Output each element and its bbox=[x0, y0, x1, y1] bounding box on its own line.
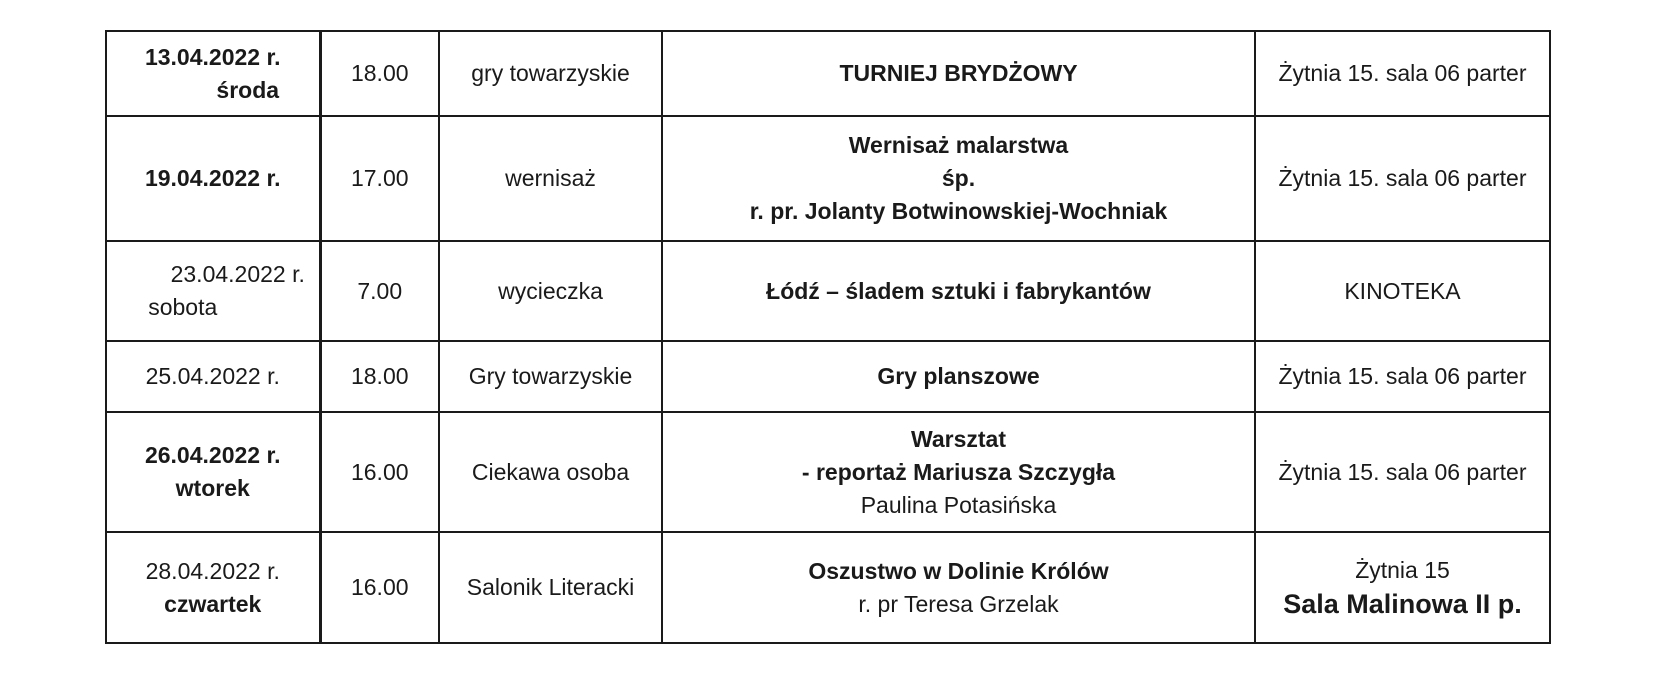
event-title bbox=[662, 412, 1255, 532]
time-cell: 7.00 bbox=[320, 241, 439, 341]
date-cell bbox=[106, 116, 320, 241]
date-cell bbox=[106, 532, 320, 643]
event-date: 25.04.2022 r. bbox=[145, 363, 280, 389]
table-row bbox=[106, 412, 1550, 532]
table-row bbox=[106, 116, 1550, 241]
date-cell bbox=[106, 341, 320, 412]
place-line: Sala Malinowa II p. bbox=[1283, 588, 1522, 619]
event-title-line: r. pr. Jolanty Botwinowskiej-Wochniak bbox=[749, 198, 1168, 224]
event-host: r. pr Teresa Grzelak bbox=[858, 590, 1059, 617]
event-title-line: Warsztat bbox=[911, 425, 1006, 452]
place-cell: Żytnia 15. sala 06 parter bbox=[1255, 412, 1550, 532]
event-date: 13.04.2022 r. bbox=[144, 43, 281, 70]
place-cell: Żytnia 15. sala 06 parter bbox=[1255, 116, 1550, 241]
event-date: 23.04.2022 r. bbox=[170, 261, 305, 287]
table-row bbox=[106, 532, 1550, 643]
table-row bbox=[106, 31, 1550, 116]
event-title: Łódź – śladem sztuki i fabrykantów bbox=[662, 241, 1255, 341]
table-row bbox=[106, 341, 1550, 412]
category-cell: Ciekawa osoba bbox=[439, 412, 662, 532]
category-cell: wycieczka bbox=[439, 241, 662, 341]
event-day: wtorek bbox=[175, 475, 250, 501]
time-cell: 18.00 bbox=[320, 31, 439, 116]
event-title-line: Oszustwo w Dolinie Królów bbox=[808, 557, 1109, 584]
time-cell: 17.00 bbox=[320, 116, 439, 241]
event-schedule-table bbox=[105, 30, 1551, 644]
event-day: sobota bbox=[148, 294, 218, 320]
event-title bbox=[662, 116, 1255, 241]
event-title-line: Wernisaż malarstwa bbox=[848, 132, 1069, 158]
category-cell: gry towarzyskie bbox=[439, 31, 662, 116]
event-day: czwartek bbox=[164, 590, 262, 617]
place-line: Żytnia 15 bbox=[1355, 556, 1450, 583]
category-cell: Salonik Literacki bbox=[439, 532, 662, 643]
event-title: TURNIEJ BRYDŻOWY bbox=[662, 31, 1255, 116]
table-row bbox=[106, 241, 1550, 341]
event-host: Paulina Potasińska bbox=[860, 491, 1057, 518]
time-cell: 16.00 bbox=[320, 532, 439, 643]
event-title-line: śp. bbox=[941, 165, 976, 191]
time-cell: 18.00 bbox=[320, 341, 439, 412]
category-cell: wernisaż bbox=[439, 116, 662, 241]
event-date: 26.04.2022 r. bbox=[144, 442, 281, 468]
place-cell bbox=[1255, 532, 1550, 643]
place-cell: Żytnia 15. sala 06 parter bbox=[1255, 31, 1550, 116]
place-cell: KINOTEKA bbox=[1255, 241, 1550, 341]
category-cell: Gry towarzyskie bbox=[439, 341, 662, 412]
place-cell: Żytnia 15. sala 06 parter bbox=[1255, 341, 1550, 412]
time-cell: 16.00 bbox=[320, 412, 439, 532]
event-title: Gry planszowe bbox=[662, 341, 1255, 412]
event-date: 19.04.2022 r. bbox=[144, 165, 281, 191]
date-cell bbox=[106, 31, 320, 116]
date-cell bbox=[106, 241, 320, 341]
event-day: środa bbox=[216, 76, 280, 103]
event-title-line: - reportaż Mariusza Szczygła bbox=[801, 458, 1116, 485]
event-title bbox=[662, 532, 1255, 643]
event-date: 28.04.2022 r. bbox=[145, 557, 280, 584]
date-cell bbox=[106, 412, 320, 532]
